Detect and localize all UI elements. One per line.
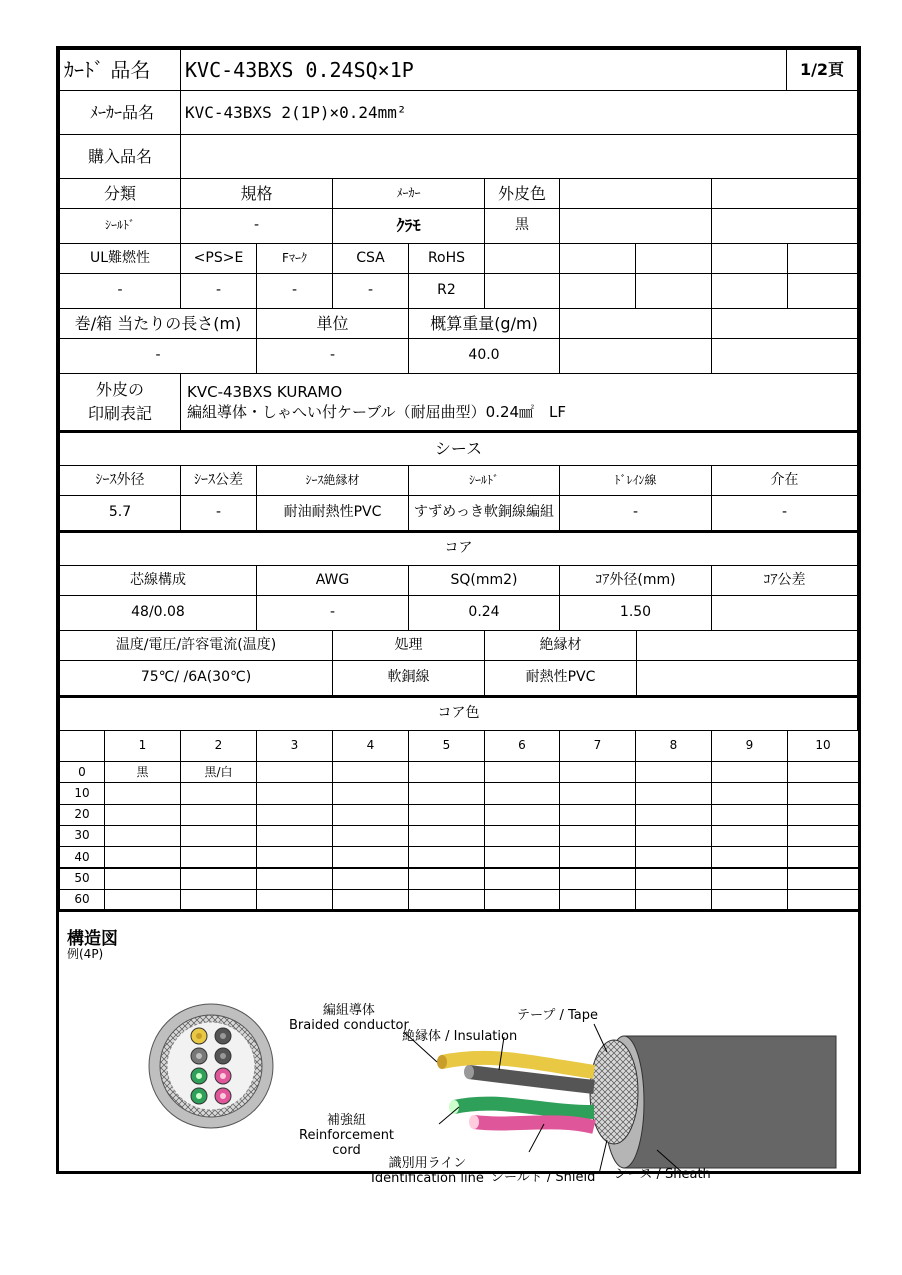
- ident-en: Identification line: [371, 1170, 484, 1186]
- color-cell: [635, 761, 712, 783]
- color-cell: [256, 846, 333, 868]
- color-cell: [484, 868, 560, 890]
- ident-jp: 識別用ライン: [388, 1156, 467, 1171]
- length-per-reel-header: 巻/箱 当たりの長さ(m): [59, 308, 257, 339]
- color-cell: [787, 846, 859, 868]
- braided-jp: 編組導体: [322, 1003, 375, 1018]
- weight-header: 概算重量(g/m): [408, 308, 560, 339]
- core-od-header: ｺｱ外径(mm): [559, 565, 712, 596]
- sheath-label: シース / Sheath: [614, 1167, 711, 1182]
- category-header: 分類: [59, 178, 181, 209]
- blank-cell: [559, 243, 636, 274]
- f-mark-value: -: [256, 273, 333, 309]
- blank-cell: [559, 273, 636, 309]
- color-row-label: 50: [59, 868, 105, 890]
- color-cell: [332, 889, 409, 911]
- sheath-insulation-header: ｼｰｽ絶縁材: [256, 465, 409, 496]
- color-cell: [104, 868, 181, 890]
- color-cell: [484, 889, 560, 911]
- pse-value: -: [180, 273, 257, 309]
- color-cell: [104, 846, 181, 868]
- color-cell: [408, 868, 485, 890]
- color-cell: [180, 889, 257, 911]
- reinforce-en2: cord: [332, 1142, 361, 1158]
- color-cell: [635, 825, 712, 847]
- purchase-name-label: 購入品名: [59, 134, 181, 179]
- maker-name-value: KVC-43BXS 2(1P)×0.24mm²: [180, 90, 858, 135]
- ul-flame-value: -: [59, 273, 181, 309]
- color-col-header: 5: [408, 730, 485, 762]
- unit-header: 単位: [256, 308, 409, 339]
- color-cell: [256, 782, 333, 804]
- maker-name-label: ﾒｰｶｰ品名: [59, 90, 181, 135]
- color-cell: [559, 825, 636, 847]
- structure-diagram: [59, 909, 858, 1186]
- awg-value: -: [256, 595, 409, 631]
- drain-wire-header: ﾄﾞﾚｲﾝ線: [559, 465, 712, 496]
- color-col-header: 2: [180, 730, 257, 762]
- diagram-subtitle: 例(4P): [67, 947, 104, 961]
- color-cell: [635, 889, 712, 911]
- color-cell: [332, 761, 409, 783]
- tape-label: テープ / Tape: [517, 1008, 598, 1023]
- core-tolerance-header: ｺｱ公差: [711, 565, 858, 596]
- color-row-label: 30: [59, 825, 105, 847]
- braided-en: Braided conductor: [289, 1017, 409, 1033]
- color-cell: [484, 846, 560, 868]
- color-cell: [711, 889, 788, 911]
- blank-cell: [635, 243, 712, 274]
- identification-label: [371, 1157, 484, 1187]
- treatment-header: 処理: [332, 630, 485, 661]
- color-cell: [180, 804, 257, 826]
- blank-cell: [711, 273, 788, 309]
- color-cell: 黒: [104, 761, 181, 783]
- unit-value: -: [256, 338, 409, 374]
- color-cell: [256, 868, 333, 890]
- color-row-label: 0: [59, 761, 105, 783]
- insulation-header: 絶縁材: [484, 630, 637, 661]
- blank-cell: [484, 243, 560, 274]
- color-cell: [559, 868, 636, 890]
- blank-cell: [787, 273, 858, 309]
- color-cell: [559, 804, 636, 826]
- weight-value: 40.0: [408, 338, 560, 374]
- strand-header: 芯線構成: [59, 565, 257, 596]
- standard-header: 規格: [180, 178, 333, 209]
- color-cell: [256, 889, 333, 911]
- print-mark-label-line2: 印刷表記: [87, 404, 152, 423]
- temp-voltage-value: 75℃/ /6A(30℃): [59, 660, 333, 696]
- color-cell: [635, 846, 712, 868]
- color-row-label: 10: [59, 782, 105, 804]
- color-col-header: 1: [104, 730, 181, 762]
- color-cell: [787, 804, 859, 826]
- color-row-label: 60: [59, 889, 105, 911]
- color-cell: [332, 782, 409, 804]
- color-row-label: 20: [59, 804, 105, 826]
- color-cell: [711, 868, 788, 890]
- color-cell: [332, 825, 409, 847]
- color-cell: [180, 782, 257, 804]
- color-cell: [787, 889, 859, 911]
- color-col-header: 6: [484, 730, 560, 762]
- color-col-header: 7: [559, 730, 636, 762]
- color-cell: [408, 761, 485, 783]
- csa-header: CSA: [332, 243, 409, 274]
- sheath-section-title: シース: [59, 430, 858, 466]
- blank-cell: [559, 338, 712, 374]
- ul-flame-header: UL難燃性: [59, 243, 181, 274]
- print-mark-value: [180, 373, 858, 431]
- sheath-tolerance-value: -: [180, 495, 257, 531]
- core-tolerance-value: [711, 595, 858, 631]
- core-od-value: 1.50: [559, 595, 712, 631]
- strand-value: 48/0.08: [59, 595, 257, 631]
- color-cell: [635, 782, 712, 804]
- diagram-title: 構造図: [67, 929, 118, 949]
- color-cell: [332, 846, 409, 868]
- blank-cell: [787, 243, 858, 274]
- reinforce-jp: 補強紐: [327, 1113, 367, 1128]
- blank-cell: [559, 208, 712, 244]
- temp-voltage-header: 温度/電圧/許容電流(温度): [59, 630, 333, 661]
- sheath-od-value: 5.7: [59, 495, 181, 531]
- color-cell: [332, 804, 409, 826]
- color-cell: [787, 868, 859, 890]
- sheath-od-header: ｼｰｽ外径: [59, 465, 181, 496]
- color-cell: [635, 804, 712, 826]
- color-col-header: 8: [635, 730, 712, 762]
- color-cell: [711, 825, 788, 847]
- color-cell: [408, 825, 485, 847]
- color-cell: [256, 761, 333, 783]
- purchase-name-value: [180, 134, 858, 179]
- color-cell: [635, 868, 712, 890]
- color-cell: [559, 846, 636, 868]
- pse-header: <PS>E: [180, 243, 257, 274]
- print-mark-line1: KVC-43BXS KURAMO: [187, 382, 343, 401]
- color-cell: 黒/白: [180, 761, 257, 783]
- spec-sheet: [56, 46, 861, 1186]
- sheath-tolerance-header: ｼｰｽ公差: [180, 465, 257, 496]
- color-cell: [484, 782, 560, 804]
- color-cell: [787, 782, 859, 804]
- color-cell: [256, 825, 333, 847]
- filler-value: -: [711, 495, 858, 531]
- rohs-header: RoHS: [408, 243, 485, 274]
- color-cell: [559, 761, 636, 783]
- color-cell: [484, 804, 560, 826]
- category-value: ｼｰﾙﾄﾞ: [59, 208, 181, 244]
- shield-label: シールド / Shield: [491, 1170, 596, 1185]
- color-col-header: 10: [787, 730, 859, 762]
- color-row-label: 40: [59, 846, 105, 868]
- color-cell: [104, 825, 181, 847]
- blank-cell: [711, 338, 858, 374]
- side-view: [404, 1024, 836, 1171]
- blank-cell: [559, 178, 712, 209]
- color-cell: [408, 846, 485, 868]
- rohs-value: R2: [408, 273, 485, 309]
- card-name-label: ｶｰﾄﾞ 品名: [59, 49, 181, 91]
- color-col-header: 4: [332, 730, 409, 762]
- color-cell: [180, 846, 257, 868]
- color-cell: [408, 889, 485, 911]
- blank-cell: [636, 630, 858, 661]
- blank-cell: [711, 243, 788, 274]
- jacket-color-header: 外皮色: [484, 178, 560, 209]
- color-cell: [408, 804, 485, 826]
- reinforcement-label: [299, 1114, 394, 1159]
- color-cell: [104, 782, 181, 804]
- color-cell: [180, 868, 257, 890]
- grid-corner: [59, 730, 105, 762]
- page-number: 1/2頁: [786, 49, 858, 91]
- standard-value: -: [180, 208, 333, 244]
- color-cell: [711, 782, 788, 804]
- braided-conductor-label: [289, 1004, 409, 1034]
- core-color-title: コア色: [59, 695, 858, 731]
- color-cell: [104, 889, 181, 911]
- color-cell: [559, 889, 636, 911]
- awg-header: AWG: [256, 565, 409, 596]
- color-cell: [711, 804, 788, 826]
- color-cell: [787, 761, 859, 783]
- color-cell: [408, 782, 485, 804]
- color-cell: [787, 825, 859, 847]
- treatment-value: 軟銅線: [332, 660, 485, 696]
- blank-cell: [484, 273, 560, 309]
- length-per-reel-value: -: [59, 338, 257, 374]
- color-cell: [104, 804, 181, 826]
- sheath-insulation-value: 耐油耐熱性PVC: [256, 495, 409, 531]
- maker-header: ﾒｰｶｰ: [332, 178, 485, 209]
- color-cell: [256, 804, 333, 826]
- color-cell: [332, 868, 409, 890]
- color-cell: [711, 846, 788, 868]
- maker-value: ｸﾗﾓ: [332, 208, 485, 244]
- color-cell: [484, 761, 560, 783]
- blank-cell: [559, 308, 712, 339]
- blank-cell: [711, 178, 858, 209]
- card-name-value: KVC-43BXS 0.24SQ×1P: [180, 49, 787, 91]
- color-cell: [711, 761, 788, 783]
- cross-section: [149, 1004, 273, 1128]
- blank-cell: [635, 273, 712, 309]
- color-cell: [484, 825, 560, 847]
- f-mark-header: Fﾏｰｸ: [256, 243, 333, 274]
- sq-value: 0.24: [408, 595, 560, 631]
- color-col-header: 3: [256, 730, 333, 762]
- color-cell: [180, 825, 257, 847]
- drain-wire-value: -: [559, 495, 712, 531]
- blank-cell: [711, 208, 858, 244]
- print-mark-label: [59, 373, 181, 431]
- insulation-value: 耐熱性PVC: [484, 660, 637, 696]
- blank-cell: [711, 308, 858, 339]
- insulation-label: 絶縁体 / Insulation: [402, 1029, 518, 1044]
- core-section-title: コア: [59, 530, 858, 566]
- csa-value: -: [332, 273, 409, 309]
- filler-header: 介在: [711, 465, 858, 496]
- color-col-header: 9: [711, 730, 788, 762]
- jacket-color-value: 黒: [484, 208, 560, 244]
- color-cell: [559, 782, 636, 804]
- reinforce-en1: Reinforcement: [299, 1127, 395, 1143]
- print-mark-line2: 編組導体・しゃへい付ケーブル（耐屈曲型）0.24㎟ LF: [187, 403, 567, 421]
- shield-header: ｼｰﾙﾄﾞ: [408, 465, 560, 496]
- print-mark-label-line1: 外皮の: [95, 380, 144, 400]
- shield-value: すずめっき軟銅線編組: [408, 495, 560, 531]
- sq-header: SQ(mm2): [408, 565, 560, 596]
- blank-cell: [636, 660, 858, 696]
